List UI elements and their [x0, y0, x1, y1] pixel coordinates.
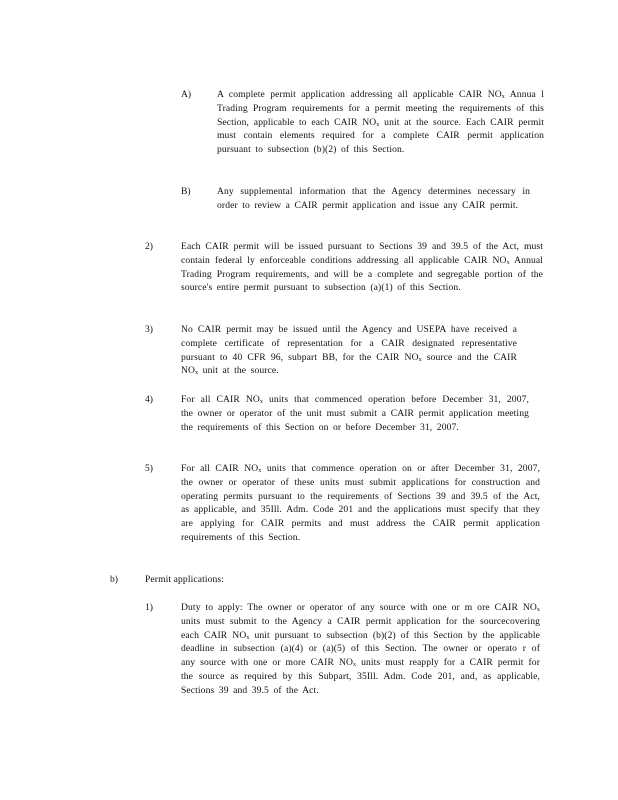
- item-2-label: 2): [145, 241, 153, 252]
- subitem-b-label: B): [181, 186, 191, 197]
- section-b-heading: Permit applications:: [145, 574, 225, 585]
- item-5-text: For all CAIR $NO_x$ units that commence operation on or after December 31, 2007, the owner or operator of these units must submit applications for construction and operating permits pursuant to the requirements of Sections 39 and 39.5 of the Act, as applicable, and 35Ill. Adm. Code 201 and the applications must specify that they are applying for CAIR permits and must address the CAIR permit application requirements of this Section.: [181, 463, 541, 543]
- item-5-label: 5): [145, 463, 153, 474]
- item-4-text: For all CAIR $NO_x$ units that commenced operation before December 31, 2007, the owner or operator of the unit must submit a CAIR permit application meeting the requirements of this Section on or before December 31, 2007.: [181, 394, 529, 433]
- subitem-a-label: A): [181, 89, 192, 100]
- item-b1-text: Duty to apply: The owner or operator of any source with one or m ore CAIR $NO_x$ units must submit to the Agency a CAIR permit application for the sourcecovering each CAIR $NO_x$ unit pursuant to subsection (b)(2) of this Section by the applicable deadline in subsection (a)(4) or (a)(5) of this Section. The owner or operato r of any source with one or more CAIR $NO_x$ units must reapply for a CAIR permit for the source as required by this Subpart, 35Ill. Adm. Code 201, and, as applicable, Sections 39 and 39.5 of the Act.: [181, 602, 540, 696]
- item-4-label: 4): [145, 394, 153, 405]
- item-b1-label: 1): [145, 602, 153, 613]
- item-3-text: No CAIR permit may be issued until the Agency and USEPA have received a complete certificate of representation for a CAIR designated representative pursuant to 40 CFR 96, subpart BB, for the CAIR $NO_x$ source and the CAIR $NO_x$ unit at the source.: [181, 324, 517, 377]
- section-b-label: b): [110, 574, 118, 585]
- item-2-text: Each CAIR permit will be issued pursuant to Sections 39 and 39.5 of the Act, must contain federal ly enforceable conditions addressing all applicable CAIR $NO_x$ Annual Trading Program requirements, and will be a complete and segregable portion of the source's entire permit pursuant to subsection (a)(1) of this Section.: [181, 241, 543, 294]
- subitem-b-text: Any supplemental information that the Agency determines necessary in order to review a CAIR permit application and issue any CAIR permit.: [217, 186, 530, 211]
- subitem-a-text: A complete permit application addressing all applicable CAIR $NO_x$ Annua l Trading Program requirements for a permit meeting the requirements of this Section, applicable to each CAIR $NO_x$ unit at the source. Each CAIR permit must contain elements required for a complete CAIR permit application pursuant to subsection (b)(2) of this Section.: [217, 89, 545, 156]
- item-3-label: 3): [145, 324, 153, 335]
